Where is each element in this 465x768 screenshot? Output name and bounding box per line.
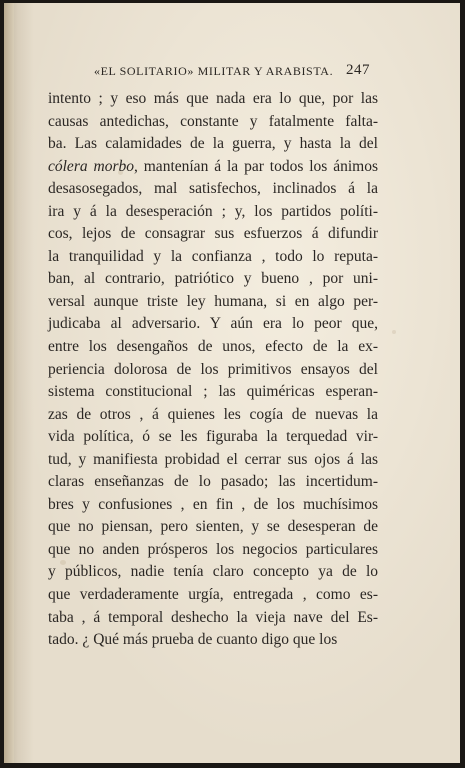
paper-spot bbox=[392, 330, 396, 334]
text-line: ba. Las calamidades de la guerra, y hasta la del bbox=[48, 135, 378, 153]
text-line: periencia dolorosa de los primitivos ensayos del bbox=[48, 360, 378, 378]
text-line: la tranquilidad y la confianza , todo lo reputa- bbox=[48, 247, 378, 265]
body-text bbox=[48, 88, 378, 652]
text-line: judicaba al adversario. Y aún era lo peor que, bbox=[48, 315, 378, 333]
text-line: vida política, ó se les figuraba la terquedad vir- bbox=[48, 428, 378, 446]
text-line: sistema constitucional ; las quiméricas esperan- bbox=[48, 383, 378, 401]
text-line: claras enseñanzas de lo pasado; las incertidum- bbox=[48, 473, 378, 491]
text-line: bres y confusiones , en fin , de los muchísimos bbox=[48, 495, 378, 513]
text-line: ban, al contrario, patriótico y bueno , por uni- bbox=[48, 270, 378, 288]
text-line: ira y á la desesperación ; y, los partidos políti- bbox=[48, 202, 378, 220]
running-header-title: «EL SOLITARIO» MILITAR Y ARABISTA. bbox=[94, 64, 334, 78]
page-number: 247 bbox=[346, 62, 370, 78]
text-line: taba , á temporal deshecho la vieja nave del Es- bbox=[48, 608, 378, 626]
text-line: causas antedichas, constante y fatalmente falta- bbox=[48, 112, 378, 130]
page-gutter-shadow bbox=[4, 3, 14, 763]
text-line: que no piensan, pero sienten, y se desesperan de bbox=[48, 518, 378, 536]
text-line: cólera morbo, mantenían á la par todos los ánimos bbox=[48, 157, 379, 175]
text-line: que no anden prósperos los negocios particulares bbox=[48, 540, 378, 558]
text-line: intento ; y eso más que nada era lo que, por las bbox=[48, 90, 378, 107]
text-line: cos, lejos de consagrar sus esfuerzos á difundir bbox=[48, 225, 378, 243]
text-line: zas de otros , á quienes les cogía de nuevas la bbox=[48, 405, 378, 423]
text-line: tud, y manifiesta probidad el cerrar sus ojos á las bbox=[48, 450, 378, 468]
text-line: versal aunque triste ley humana, si en algo per- bbox=[48, 292, 378, 310]
text-line: desasosegados, mal satisfechos, inclinados á la bbox=[48, 180, 378, 198]
text-line: y públicos, nadie tenía claro concepto ya de lo bbox=[48, 563, 378, 581]
text-line: entre los desengaños de unos, efecto de la ex- bbox=[48, 338, 378, 356]
text-line: que verdaderamente urgía, entregada , como es- bbox=[48, 586, 378, 604]
text-line: tado. ¿ Qué más prueba de cuanto digo que los bbox=[48, 631, 338, 649]
